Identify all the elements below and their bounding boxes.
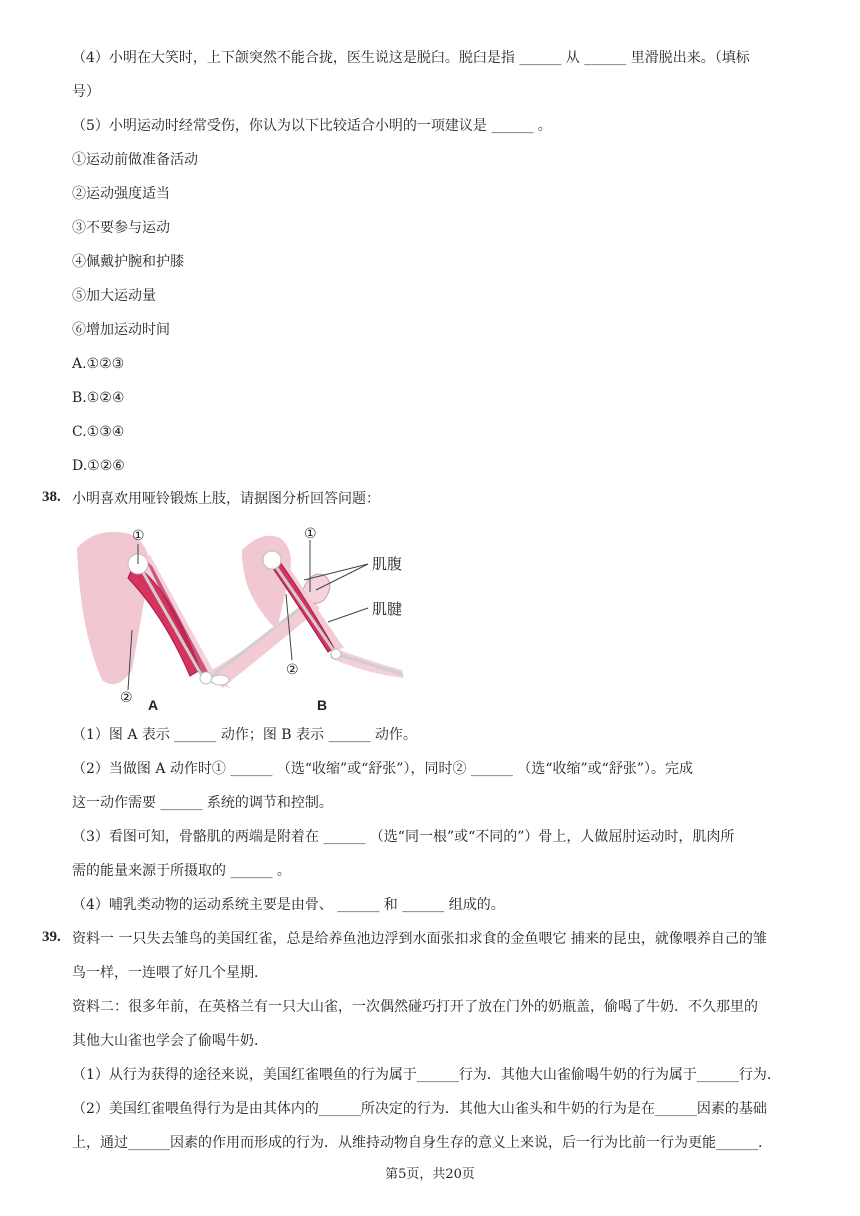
choice-a: A.①②③ bbox=[72, 356, 125, 372]
choice-d: D.①②⑥ bbox=[72, 458, 125, 474]
q38-part3-line2: 需的能量来源于所摄取的 ______ 。 bbox=[72, 863, 291, 879]
choice-c: C.①③④ bbox=[72, 424, 125, 440]
label-b: B bbox=[317, 697, 328, 713]
q38-part2-line1: （2）当做图 A 动作时① ______ （选“收缩”或“舒张”），同时② ______ （选“收缩”或“舒张”）。完成 bbox=[72, 761, 693, 777]
question-38-stem: 小明喜欢用哑铃锻炼上肢，请据图分析回答问题： bbox=[72, 491, 380, 507]
arm-muscle-figure bbox=[72, 520, 422, 715]
option-1: ①运动前做准备活动 bbox=[72, 152, 198, 168]
question-39-number: 39. bbox=[42, 929, 61, 945]
option-2: ②运动强度适当 bbox=[72, 186, 170, 202]
question-38-number: 38. bbox=[42, 489, 61, 505]
option-3: ③不要参与运动 bbox=[72, 220, 170, 236]
q38-part4: （4）哺乳类动物的运动系统主要是由骨、 ______ 和 ______ 组成的。 bbox=[72, 897, 505, 913]
q39-part2-line2: 上，通过______因素的作用而形成的行为．从维持动物自身生存的意义上来说，后一行为比前一行为更能______. bbox=[72, 1135, 763, 1151]
page-footer: 第5页，共20页 bbox=[385, 1167, 475, 1182]
marker-2-b: ② bbox=[286, 662, 299, 678]
marker-1-b: ① bbox=[304, 526, 317, 542]
q38-part2-line2: 这一动作需要 ______ 系统的调节和控制。 bbox=[72, 795, 333, 811]
q37-part5-line: （5）小明运动时经常受伤，你认为以下比较适合小明的一项建议是 ______ 。 bbox=[72, 118, 552, 134]
q39-material2-line1: 资料二：很多年前，在英格兰有一只大山雀，一次偶然碰巧打开了放在门外的奶瓶盖，偷喝了牛奶．不久那里的 bbox=[72, 999, 758, 1015]
label-belly: 肌腹 bbox=[372, 555, 403, 573]
q39-material2-line2: 其他大山雀也学会了偷喝牛奶. bbox=[72, 1033, 259, 1049]
label-tendon: 肌腱 bbox=[372, 600, 403, 618]
q38-part1: （1）图 A 表示 ______ 动作；图 B 表示 ______ 动作。 bbox=[72, 727, 417, 743]
q39-part1: （1）从行为获得的途径来说，美国红雀喂鱼的行为属于______行为．其他大山雀偷喝牛奶的行为属于______行为. bbox=[72, 1067, 772, 1083]
arm-muscle-illustration bbox=[72, 520, 422, 715]
q37-part4-line2: 号） bbox=[72, 84, 100, 100]
q37-part4-line1: （4）小明在大笑时，上下颌突然不能合拢，医生说这是脱臼。脱臼是指 ______ 从 ______ 里滑脱出来。（填标 bbox=[72, 50, 750, 66]
marker-2-a: ② bbox=[120, 690, 133, 706]
q39-material1-line1: 资料一 一只失去雏鸟的美国红雀，总是给养鱼池边浮到水面张扣求食的金鱼喂它 捕来的昆虫，就像喂养自己的雏 bbox=[72, 931, 767, 947]
label-a: A bbox=[148, 697, 159, 713]
option-6: ⑥增加运动时间 bbox=[72, 322, 170, 338]
q39-part2-line1: （2）美国红雀喂鱼得行为是由其体内的______所决定的行为．其他大山雀头和牛奶的行为是在______因素的基础 bbox=[72, 1101, 767, 1117]
q39-material1-line2: 鸟一样，一连喂了好几个星期. bbox=[72, 965, 259, 981]
choice-b: B.①②④ bbox=[72, 390, 125, 406]
marker-1-a: ① bbox=[132, 528, 145, 544]
q38-part3-line1: （3）看图可知，骨骼肌的两端是附着在 ______ （选“同一根”或“不同的”）骨上，人做屈肘运动时，肌肉所 bbox=[72, 829, 735, 845]
option-4: ④佩戴护腕和护膝 bbox=[72, 254, 184, 270]
option-5: ⑤加大运动量 bbox=[72, 288, 156, 304]
